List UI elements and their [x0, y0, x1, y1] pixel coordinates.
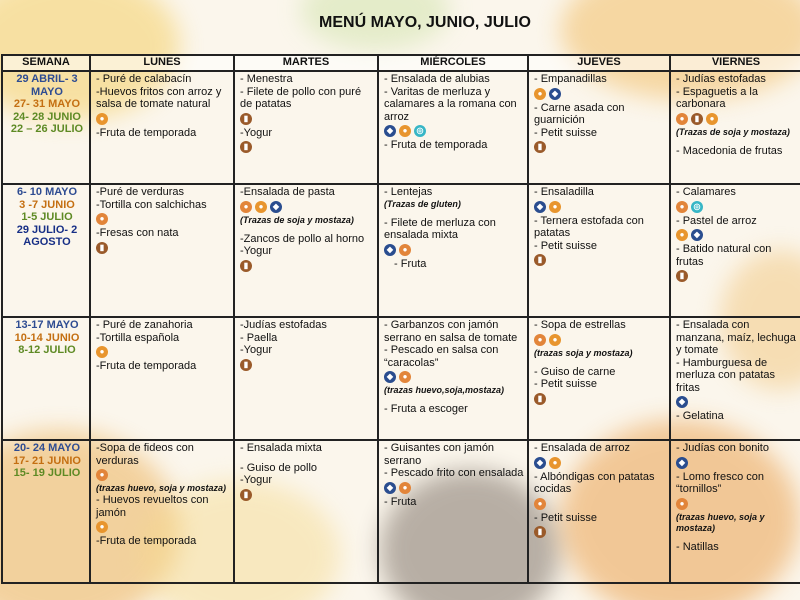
week-date: 10-14 JUNIO: [14, 331, 80, 344]
menu-cell-lunes: [90, 440, 234, 583]
fish-icon: ◆: [676, 396, 688, 408]
week-row-3: [2, 317, 800, 440]
mollusc-icon: ◎: [414, 125, 426, 137]
dish: - Natillas: [676, 540, 719, 553]
milk-icon: ▮: [240, 113, 252, 125]
milk-icon: ▮: [96, 242, 108, 254]
milk-icon: ▮: [534, 254, 546, 266]
dish: -Yogur: [240, 126, 273, 139]
fish-icon: ◆: [270, 201, 282, 213]
traces-note: (trazas huevo, soja y mostaza): [676, 511, 765, 533]
dish: -Sopa de fideos con verduras: [96, 442, 194, 467]
menu-cell-lunes: [90, 184, 234, 317]
menu-cell-viernes: [670, 440, 800, 583]
week-dates: [2, 71, 90, 184]
egg-icon: ●: [96, 346, 108, 358]
milk-icon: ▮: [534, 141, 546, 153]
dish: -Zancos de pollo al horno: [240, 232, 365, 245]
dish: - Petit suisse: [534, 126, 597, 139]
egg-icon: ●: [549, 201, 561, 213]
menu-cell-miercoles: [378, 71, 528, 184]
menu-cell-martes: [234, 317, 378, 440]
menu-cell-jueves: [528, 317, 670, 440]
milk-icon: ▮: [240, 359, 252, 371]
soy-icon: ●: [534, 498, 546, 510]
header-martes: MARTES: [234, 55, 378, 71]
dish: -Yogur: [240, 474, 273, 486]
menu-cell-jueves: [528, 440, 670, 583]
week-date: 22 – 26 JULIO: [10, 123, 84, 135]
dish: - Empanadillas: [534, 73, 607, 85]
week-date: 1-5 JULIO: [21, 211, 73, 223]
week-date: 27- 31 MAYO: [13, 98, 81, 110]
dish: - Ensalada mixta: [240, 442, 322, 454]
menu-cell-martes: [234, 184, 378, 317]
traces-note: (trazas soja y mostaza): [534, 347, 633, 358]
dish: - Varitas de merluza y calamares a la romana con arroz: [384, 85, 517, 123]
milk-icon: ▮: [534, 393, 546, 405]
week-dates: [2, 317, 90, 440]
week-date: 24- 28 JUNIO: [13, 110, 81, 123]
mollusc-icon: ◎: [691, 201, 703, 213]
menu-cell-miercoles: [378, 184, 528, 317]
traces-note: (Trazas de gluten): [384, 198, 461, 209]
dish: - Garbanzos con jamón serrano en salsa de tomate: [384, 319, 518, 344]
week-date: 29 ABRIL- 3 MAYO: [16, 73, 78, 98]
egg-icon: ●: [676, 229, 688, 241]
soy-icon: ●: [676, 113, 688, 125]
menu-title: MENÚ MAYO, JUNIO, JULIO: [319, 14, 531, 31]
soy-icon: ●: [676, 201, 688, 213]
header-row: [2, 55, 800, 71]
dish: - Ensalada de alubias: [384, 73, 490, 85]
dish: - Menestra: [240, 73, 293, 85]
dish: -Fresas con nata: [96, 227, 179, 239]
fish-icon: ◆: [691, 229, 703, 241]
dish: - Carne asada con guarnición: [534, 101, 625, 126]
week-row-1: [2, 71, 800, 184]
week-date: 6- 10 MAYO: [16, 186, 78, 198]
dish: - Paella: [240, 331, 278, 344]
dish: - Lentejas: [384, 186, 433, 198]
menu-cell-viernes: [670, 184, 800, 317]
egg-icon: ●: [706, 113, 718, 125]
week-date: 15- 19 JULIO: [13, 467, 81, 479]
egg-icon: ●: [549, 457, 561, 469]
dish: - Judías con bonito: [676, 442, 769, 454]
menu-cell-miercoles: [378, 440, 528, 583]
fish-icon: ◆: [384, 482, 396, 494]
soy-icon: ●: [240, 201, 252, 213]
dish: -Fruta de temporada: [96, 535, 197, 547]
dish: -Ensalada de pasta: [240, 186, 335, 198]
week-date: 8-12 JULIO: [18, 344, 76, 356]
dish: - Pastel de arroz: [676, 214, 757, 227]
menu-cell-jueves: [528, 184, 670, 317]
dish: - Hamburguesa de merluza con patatas fritas: [676, 356, 776, 394]
menu-cell-martes: [234, 440, 378, 583]
dish: -Fruta de temporada: [96, 126, 197, 139]
dish: - Huevos revueltos con jamón: [96, 494, 209, 519]
menu-cell-miercoles: [378, 317, 528, 440]
dish: - Ensaladilla: [534, 186, 594, 198]
header-lunes: LUNES: [90, 55, 234, 71]
week-dates: [2, 440, 90, 583]
dish: - Macedonia de frutas: [676, 144, 783, 157]
dish: -Puré de verduras: [96, 186, 185, 198]
egg-icon: ●: [534, 88, 546, 100]
dish: - Albóndigas con patatas cocidas: [534, 470, 655, 495]
dish: -Yogur: [240, 344, 273, 356]
fish-icon: ◆: [534, 457, 546, 469]
week-date: 29 JULIO- 2 AGOSTO: [16, 223, 78, 248]
dish: - Pescado en salsa con “caracolas”: [384, 344, 499, 369]
dish: - Filete de merluza con ensalada mixta: [384, 216, 496, 241]
week-date: 3 -7 JUNIO: [19, 198, 75, 211]
milk-icon: ▮: [676, 270, 688, 282]
menu-cell-lunes: [90, 317, 234, 440]
fish-icon: ◆: [384, 244, 396, 256]
egg-icon: ●: [96, 521, 108, 533]
dish: - Fruta de temporada: [384, 139, 488, 151]
header-miercoles: MIÉRCOLES: [378, 55, 528, 71]
egg-icon: ●: [255, 201, 267, 213]
week-row-4: [2, 440, 800, 583]
traces-note: (trazas huevo, soja y mostaza): [96, 483, 227, 493]
menu-cell-lunes: [90, 71, 234, 184]
dish: - Puré de calabacín: [96, 73, 192, 85]
dish: - Fruta a escoger: [384, 403, 468, 415]
dish: -Fruta de temporada: [96, 360, 197, 372]
fish-icon: ◆: [384, 125, 396, 137]
milk-icon: ▮: [691, 113, 703, 125]
week-dates: [2, 184, 90, 317]
egg-icon: ●: [399, 125, 411, 137]
week-row-2: [2, 184, 800, 317]
dish: - Guiso de pollo: [240, 461, 318, 474]
dish: - Puré de zanahoria: [96, 319, 193, 331]
soy-icon: ●: [399, 244, 411, 256]
dish: -Tortilla española: [96, 331, 180, 344]
dish: - Guiso de carne: [534, 365, 616, 378]
milk-icon: ▮: [534, 526, 546, 538]
dish: - Batido natural con frutas: [676, 243, 772, 268]
header-semana: SEMANA: [2, 55, 90, 71]
dish: - Sopa de estrellas: [534, 319, 626, 331]
egg-icon: ●: [96, 113, 108, 125]
menu-cell-martes: [234, 71, 378, 184]
dish: - Ensalada de arroz: [534, 442, 630, 454]
dish: - Gelatina: [676, 410, 724, 422]
fish-icon: ◆: [549, 88, 561, 100]
menu-cell-viernes: [670, 317, 800, 440]
soy-icon: ●: [534, 334, 546, 346]
week-date: 17- 21 JUNIO: [13, 454, 81, 467]
dish: -Tortilla con salchichas: [96, 198, 207, 211]
dish: - Pescado frito con ensalada: [384, 467, 524, 479]
dish: - Calamares: [676, 186, 736, 198]
dish: - Judías estofadas: [676, 73, 766, 85]
dish: - Espaguetis a la carbonara: [676, 85, 758, 110]
dish: -Huevos fritos con arroz y salsa de tomate natural: [96, 85, 222, 110]
soy-icon: ●: [96, 469, 108, 481]
dish: - Lomo fresco con “tornillos”: [676, 470, 765, 495]
dish: - Ensalada con manzana, maíz, lechuga y tomate: [676, 319, 796, 356]
milk-icon: ▮: [240, 141, 252, 153]
milk-icon: ▮: [240, 260, 252, 272]
milk-icon: ▮: [240, 489, 252, 501]
header-jueves: JUEVES: [528, 55, 670, 71]
fish-icon: ◆: [534, 201, 546, 213]
dish: - Petit suisse: [534, 378, 597, 390]
dish: -Judías estofadas: [240, 319, 327, 331]
dish: - Guisantes con jamón serrano: [384, 442, 495, 467]
traces-note: (Trazas de soja y mostaza): [240, 214, 354, 225]
header-viernes: VIERNES: [670, 55, 800, 71]
soy-icon: ●: [96, 213, 108, 225]
dish: - Filete de pollo con puré de patatas: [240, 85, 362, 110]
soy-icon: ●: [676, 498, 688, 510]
dish: - Fruta: [394, 257, 427, 270]
week-date: 13-17 MAYO: [15, 319, 79, 331]
soy-icon: ●: [399, 482, 411, 494]
fish-icon: ◆: [676, 457, 688, 469]
soy-icon: ●: [399, 371, 411, 383]
menu-cell-viernes: [670, 71, 800, 184]
menu-cell-jueves: [528, 71, 670, 184]
menu-table: [1, 54, 800, 584]
egg-icon: ●: [549, 334, 561, 346]
dish: - Ternera estofada con patatas: [534, 214, 644, 239]
dish: - Fruta: [384, 495, 417, 508]
dish: - Petit suisse: [534, 511, 597, 524]
dish: -Yogur: [240, 245, 273, 257]
fish-icon: ◆: [384, 371, 396, 383]
week-date: 20- 24 MAYO: [13, 442, 81, 454]
dish: - Petit suisse: [534, 239, 597, 252]
traces-note: (Trazas de soja y mostaza): [676, 126, 790, 137]
traces-note: (trazas huevo,soja,mostaza): [384, 385, 505, 395]
